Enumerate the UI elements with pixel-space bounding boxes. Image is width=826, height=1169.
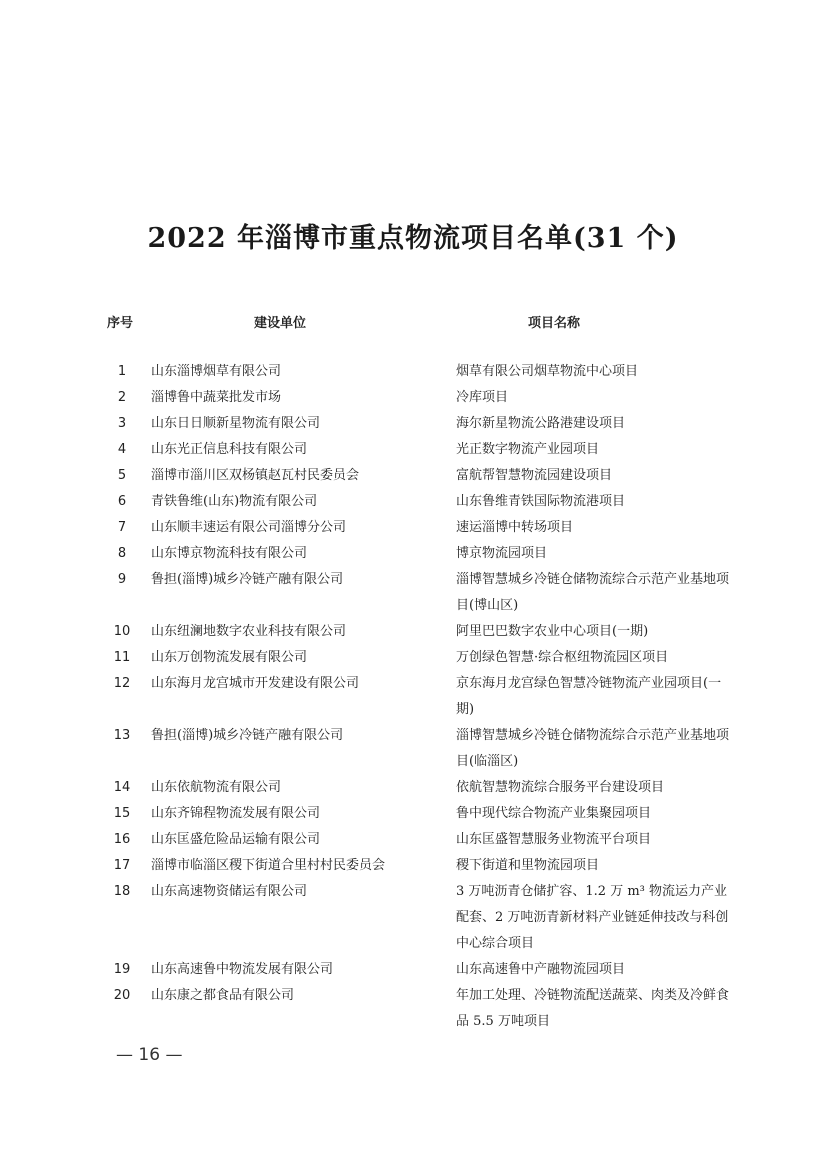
row-number: 15 <box>113 806 131 821</box>
table-row <box>0 437 826 463</box>
row-unit: 淄博市淄川区双杨镇赵瓦村民委员会 <box>151 468 360 483</box>
row-project: 光正数字物流产业园项目 <box>456 442 600 457</box>
page-number: — 16 — <box>116 1045 183 1065</box>
row-unit: 山东淄博烟草有限公司 <box>151 364 282 379</box>
row-number: 2 <box>117 390 127 405</box>
row-unit: 山东依航物流有限公司 <box>151 780 282 795</box>
row-project: 山东匡盛智慧服务业物流平台项目 <box>456 832 652 847</box>
row-number: 10 <box>113 624 131 639</box>
table-row <box>0 671 826 723</box>
row-number: 7 <box>117 520 127 535</box>
table-row <box>0 463 826 489</box>
table-row <box>0 879 826 957</box>
row-project: 博京物流园项目 <box>456 546 548 561</box>
row-unit: 淄博市临淄区稷下街道合里村村民委员会 <box>151 858 386 873</box>
row-number: 11 <box>113 650 131 665</box>
row-project: 年加工处理、冷链物流配送蔬菜、肉类及冷鲜食品 5.5 万吨项目 <box>456 988 730 1029</box>
row-project: 依航智慧物流综合服务平台建设项目 <box>456 780 665 795</box>
row-unit: 山东万创物流发展有限公司 <box>151 650 308 665</box>
table-row <box>0 983 826 1035</box>
table-row <box>0 645 826 671</box>
row-unit: 山东顺丰速运有限公司淄博分公司 <box>151 520 347 535</box>
table-row <box>0 385 826 411</box>
row-project: 京东海月龙宫绿色智慧冷链物流产业园项目(一期) <box>456 676 722 717</box>
row-project: 烟草有限公司烟草物流中心项目 <box>456 364 639 379</box>
row-project: 淄博智慧城乡冷链仓储物流综合示范产业基地项目(临淄区) <box>456 728 730 769</box>
page-title: 2022 年淄博市重点物流项目名单(31 个) <box>147 223 679 254</box>
table-row <box>0 359 826 385</box>
row-number: 14 <box>113 780 131 795</box>
row-number: 12 <box>113 676 131 691</box>
row-number: 1 <box>117 364 127 379</box>
row-project: 稷下街道和里物流园项目 <box>456 858 600 873</box>
header-serial-number: 序号 <box>107 316 134 331</box>
row-unit: 山东日日顺新星物流有限公司 <box>151 416 321 431</box>
table-row <box>0 411 826 437</box>
row-number: 5 <box>117 468 127 483</box>
row-unit: 鲁担(淄博)城乡冷链产融有限公司 <box>151 728 344 743</box>
row-number: 20 <box>113 988 131 1003</box>
row-project: 3 万吨沥青仓储扩容、1.2 万 m³ 物流运力产业配套、2 万吨沥青新材料产业链延伸技改与科创中心综合项目 <box>456 884 729 951</box>
row-number: 16 <box>113 832 131 847</box>
row-unit: 山东高速鲁中物流发展有限公司 <box>151 962 334 977</box>
table-row <box>0 489 826 515</box>
row-unit: 山东海月龙宫城市开发建设有限公司 <box>151 676 360 691</box>
header-construction-unit: 建设单位 <box>254 316 307 331</box>
row-number: 4 <box>117 442 127 457</box>
table-row <box>0 619 826 645</box>
row-project: 万创绿色智慧·综合枢纽物流园区项目 <box>456 650 669 665</box>
table-row <box>0 827 826 853</box>
row-unit: 山东齐锦程物流发展有限公司 <box>151 806 321 821</box>
table-row <box>0 723 826 775</box>
row-project: 山东高速鲁中产融物流园项目 <box>456 962 626 977</box>
row-number: 3 <box>117 416 127 431</box>
row-project: 海尔新星物流公路港建设项目 <box>456 416 626 431</box>
row-unit: 鲁担(淄博)城乡冷链产融有限公司 <box>151 572 344 587</box>
row-unit: 山东光正信息科技有限公司 <box>151 442 308 457</box>
row-number: 8 <box>117 546 127 561</box>
row-unit: 山东康之都食品有限公司 <box>151 988 295 1003</box>
table-row <box>0 567 826 619</box>
row-number: 9 <box>117 572 127 587</box>
row-number: 13 <box>113 728 131 743</box>
row-unit: 山东匡盛危险品运输有限公司 <box>151 832 321 847</box>
row-project: 富航帮智慧物流园建设项目 <box>456 468 613 483</box>
table-row <box>0 541 826 567</box>
row-unit: 淄博鲁中蔬菜批发市场 <box>151 390 282 405</box>
table-row <box>0 853 826 879</box>
row-project: 淄博智慧城乡冷链仓储物流综合示范产业基地项目(博山区) <box>456 572 730 613</box>
row-unit: 山东高速物资储运有限公司 <box>151 884 308 899</box>
table-row <box>0 515 826 541</box>
row-number: 6 <box>117 494 127 509</box>
row-project: 阿里巴巴数字农业中心项目(一期) <box>456 624 649 639</box>
table-row <box>0 801 826 827</box>
row-project: 速运淄博中转场项目 <box>456 520 574 535</box>
row-number: 18 <box>113 884 131 899</box>
row-unit: 山东纽澜地数字农业科技有限公司 <box>151 624 347 639</box>
table-row <box>0 775 826 801</box>
row-project: 山东鲁维青铁国际物流港项目 <box>456 494 626 509</box>
row-project: 冷库项目 <box>456 390 509 405</box>
row-number: 17 <box>113 858 131 873</box>
row-project: 鲁中现代综合物流产业集聚园项目 <box>456 806 652 821</box>
row-unit: 青铁鲁维(山东)物流有限公司 <box>151 494 318 509</box>
table-row <box>0 957 826 983</box>
header-project-name: 项目名称 <box>528 316 581 331</box>
row-unit: 山东博京物流科技有限公司 <box>151 546 308 561</box>
row-number: 19 <box>113 962 131 977</box>
project-list <box>0 359 826 1035</box>
